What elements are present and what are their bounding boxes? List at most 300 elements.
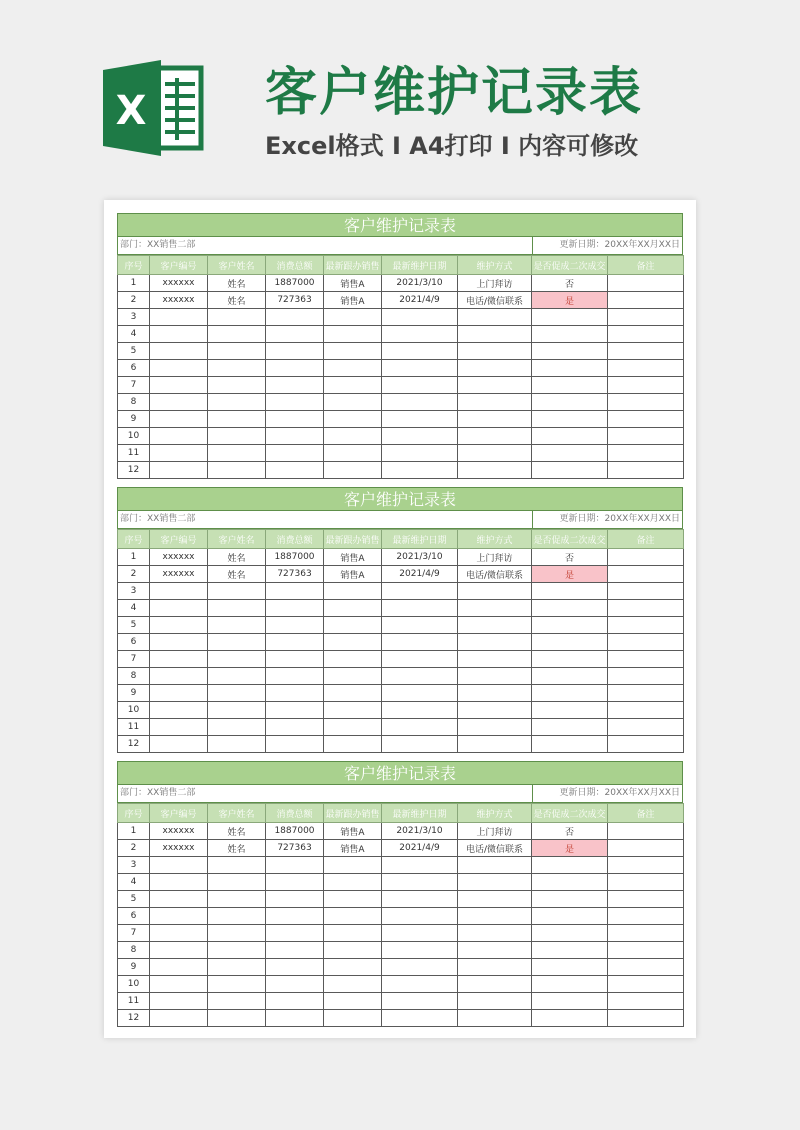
table-cell[interactable] <box>266 360 324 377</box>
table-cell[interactable] <box>382 891 458 908</box>
table-cell[interactable]: 3 <box>118 583 150 600</box>
table-cell[interactable] <box>208 360 266 377</box>
table-cell[interactable] <box>382 702 458 719</box>
table-cell[interactable] <box>532 462 608 479</box>
table-cell[interactable] <box>608 857 684 874</box>
table-cell[interactable] <box>382 668 458 685</box>
table-cell[interactable]: 是 <box>532 292 608 309</box>
table-cell[interactable]: 4 <box>118 326 150 343</box>
table-cell[interactable] <box>208 719 266 736</box>
table-cell[interactable] <box>458 874 532 891</box>
table-cell[interactable] <box>532 908 608 925</box>
table-cell[interactable] <box>458 993 532 1010</box>
table-cell[interactable]: 电话/微信联系 <box>458 840 532 857</box>
table-cell[interactable] <box>608 600 684 617</box>
table-cell[interactable] <box>266 428 324 445</box>
table-cell[interactable] <box>608 428 684 445</box>
table-cell[interactable] <box>608 343 684 360</box>
table-cell[interactable] <box>266 736 324 753</box>
table-cell[interactable] <box>532 857 608 874</box>
table-cell[interactable] <box>608 634 684 651</box>
table-cell[interactable] <box>324 1010 382 1027</box>
table-cell[interactable] <box>382 617 458 634</box>
table-cell[interactable] <box>324 309 382 326</box>
table-cell[interactable] <box>608 462 684 479</box>
table-cell[interactable] <box>382 445 458 462</box>
table-cell[interactable]: xxxxxx <box>150 823 208 840</box>
table-cell[interactable] <box>150 874 208 891</box>
table-cell[interactable]: 1 <box>118 823 150 840</box>
table-cell[interactable]: 销售A <box>324 566 382 583</box>
table-cell[interactable] <box>608 445 684 462</box>
table-cell[interactable] <box>150 394 208 411</box>
table-cell[interactable] <box>150 1010 208 1027</box>
table-cell[interactable] <box>150 326 208 343</box>
table-cell[interactable] <box>532 736 608 753</box>
table-cell[interactable] <box>458 326 532 343</box>
table-cell[interactable]: 7 <box>118 651 150 668</box>
table-cell[interactable] <box>458 428 532 445</box>
table-cell[interactable] <box>324 908 382 925</box>
table-cell[interactable] <box>266 651 324 668</box>
table-cell[interactable]: 9 <box>118 685 150 702</box>
table-cell[interactable] <box>324 651 382 668</box>
table-cell[interactable]: 12 <box>118 462 150 479</box>
table-cell[interactable] <box>208 428 266 445</box>
table-cell[interactable]: 1887000 <box>266 549 324 566</box>
table-cell[interactable] <box>208 908 266 925</box>
table-cell[interactable] <box>150 908 208 925</box>
table-cell[interactable] <box>208 736 266 753</box>
table-cell[interactable] <box>608 874 684 891</box>
table-cell[interactable] <box>208 326 266 343</box>
table-cell[interactable] <box>458 634 532 651</box>
table-cell[interactable]: 9 <box>118 411 150 428</box>
table-cell[interactable] <box>382 1010 458 1027</box>
table-cell[interactable] <box>150 942 208 959</box>
table-cell[interactable] <box>382 959 458 976</box>
table-cell[interactable]: 姓名 <box>208 566 266 583</box>
table-cell[interactable] <box>208 377 266 394</box>
table-cell[interactable]: xxxxxx <box>150 566 208 583</box>
table-cell[interactable] <box>458 668 532 685</box>
table-cell[interactable] <box>324 583 382 600</box>
table-cell[interactable] <box>150 976 208 993</box>
table-cell[interactable]: xxxxxx <box>150 840 208 857</box>
table-cell[interactable] <box>532 651 608 668</box>
table-cell[interactable] <box>382 634 458 651</box>
table-cell[interactable] <box>382 583 458 600</box>
table-cell[interactable] <box>608 891 684 908</box>
table-cell[interactable] <box>324 891 382 908</box>
table-cell[interactable] <box>208 411 266 428</box>
table-cell[interactable]: 销售A <box>324 275 382 292</box>
table-cell[interactable] <box>382 908 458 925</box>
table-cell[interactable] <box>382 462 458 479</box>
table-cell[interactable] <box>382 685 458 702</box>
table-cell[interactable] <box>208 702 266 719</box>
table-cell[interactable]: 是 <box>532 566 608 583</box>
table-cell[interactable] <box>382 857 458 874</box>
table-cell[interactable] <box>266 993 324 1010</box>
table-cell[interactable]: 11 <box>118 719 150 736</box>
table-cell[interactable]: 否 <box>532 823 608 840</box>
table-cell[interactable] <box>208 634 266 651</box>
table-cell[interactable] <box>266 857 324 874</box>
table-cell[interactable]: 11 <box>118 993 150 1010</box>
table-cell[interactable] <box>208 976 266 993</box>
table-cell[interactable] <box>150 702 208 719</box>
table-cell[interactable]: xxxxxx <box>150 549 208 566</box>
table-cell[interactable] <box>458 343 532 360</box>
table-cell[interactable] <box>150 993 208 1010</box>
table-cell[interactable] <box>382 360 458 377</box>
table-cell[interactable] <box>150 736 208 753</box>
table-cell[interactable] <box>382 343 458 360</box>
table-cell[interactable] <box>150 925 208 942</box>
table-cell[interactable] <box>532 343 608 360</box>
table-cell[interactable] <box>324 445 382 462</box>
table-cell[interactable] <box>266 942 324 959</box>
table-cell[interactable] <box>382 428 458 445</box>
table-cell[interactable] <box>266 600 324 617</box>
table-cell[interactable] <box>150 411 208 428</box>
table-cell[interactable] <box>208 617 266 634</box>
table-cell[interactable] <box>532 377 608 394</box>
table-cell[interactable] <box>150 428 208 445</box>
table-cell[interactable]: 2 <box>118 840 150 857</box>
table-cell[interactable] <box>608 549 684 566</box>
table-cell[interactable] <box>608 736 684 753</box>
table-cell[interactable]: 9 <box>118 959 150 976</box>
table-cell[interactable]: 2021/4/9 <box>382 292 458 309</box>
table-cell[interactable] <box>458 976 532 993</box>
table-cell[interactable] <box>608 959 684 976</box>
table-cell[interactable]: 销售A <box>324 823 382 840</box>
table-cell[interactable] <box>458 942 532 959</box>
table-cell[interactable]: 上门拜访 <box>458 549 532 566</box>
table-cell[interactable] <box>382 719 458 736</box>
table-cell[interactable] <box>382 736 458 753</box>
table-cell[interactable] <box>324 925 382 942</box>
table-cell[interactable] <box>208 445 266 462</box>
table-cell[interactable] <box>608 823 684 840</box>
table-cell[interactable] <box>458 462 532 479</box>
table-cell[interactable] <box>208 600 266 617</box>
table-cell[interactable] <box>608 840 684 857</box>
table-cell[interactable] <box>150 343 208 360</box>
table-cell[interactable]: 2021/4/9 <box>382 566 458 583</box>
table-cell[interactable]: 1887000 <box>266 275 324 292</box>
table-cell[interactable] <box>150 360 208 377</box>
table-cell[interactable] <box>208 668 266 685</box>
table-cell[interactable] <box>266 462 324 479</box>
table-cell[interactable]: 7 <box>118 925 150 942</box>
table-cell[interactable] <box>324 874 382 891</box>
table-cell[interactable] <box>324 634 382 651</box>
table-cell[interactable] <box>266 668 324 685</box>
table-cell[interactable] <box>382 993 458 1010</box>
table-cell[interactable]: 727363 <box>266 566 324 583</box>
table-cell[interactable]: 姓名 <box>208 840 266 857</box>
table-cell[interactable]: 2 <box>118 292 150 309</box>
table-cell[interactable] <box>608 377 684 394</box>
table-cell[interactable]: 否 <box>532 549 608 566</box>
table-cell[interactable]: 是 <box>532 840 608 857</box>
table-cell[interactable]: 销售A <box>324 840 382 857</box>
table-cell[interactable] <box>266 908 324 925</box>
table-cell[interactable] <box>266 959 324 976</box>
table-cell[interactable]: 10 <box>118 428 150 445</box>
table-cell[interactable] <box>608 908 684 925</box>
table-cell[interactable] <box>532 617 608 634</box>
table-cell[interactable] <box>382 651 458 668</box>
table-cell[interactable] <box>608 925 684 942</box>
table-cell[interactable] <box>150 891 208 908</box>
table-cell[interactable]: 电话/微信联系 <box>458 566 532 583</box>
table-cell[interactable] <box>608 617 684 634</box>
table-cell[interactable] <box>382 600 458 617</box>
table-cell[interactable] <box>608 651 684 668</box>
table-cell[interactable] <box>208 394 266 411</box>
table-cell[interactable]: 2 <box>118 566 150 583</box>
table-cell[interactable] <box>532 668 608 685</box>
table-cell[interactable] <box>532 394 608 411</box>
table-cell[interactable]: 销售A <box>324 549 382 566</box>
table-cell[interactable] <box>608 583 684 600</box>
table-cell[interactable] <box>608 1010 684 1027</box>
table-cell[interactable] <box>208 1010 266 1027</box>
table-cell[interactable]: 1 <box>118 549 150 566</box>
table-cell[interactable] <box>608 360 684 377</box>
table-cell[interactable] <box>608 309 684 326</box>
table-cell[interactable] <box>458 360 532 377</box>
table-cell[interactable]: 12 <box>118 736 150 753</box>
table-cell[interactable] <box>382 377 458 394</box>
table-cell[interactable] <box>382 411 458 428</box>
table-cell[interactable] <box>324 462 382 479</box>
table-cell[interactable] <box>532 411 608 428</box>
table-cell[interactable] <box>458 702 532 719</box>
table-cell[interactable]: 1887000 <box>266 823 324 840</box>
table-cell[interactable] <box>532 326 608 343</box>
table-cell[interactable]: 姓名 <box>208 823 266 840</box>
table-cell[interactable] <box>608 976 684 993</box>
table-cell[interactable] <box>458 617 532 634</box>
table-cell[interactable] <box>266 634 324 651</box>
table-cell[interactable] <box>324 428 382 445</box>
table-cell[interactable] <box>458 651 532 668</box>
table-cell[interactable]: 10 <box>118 702 150 719</box>
table-cell[interactable] <box>608 685 684 702</box>
table-cell[interactable] <box>324 685 382 702</box>
table-cell[interactable] <box>266 583 324 600</box>
table-cell[interactable] <box>608 566 684 583</box>
table-cell[interactable] <box>458 377 532 394</box>
table-cell[interactable]: xxxxxx <box>150 275 208 292</box>
table-cell[interactable] <box>266 925 324 942</box>
table-cell[interactable] <box>324 702 382 719</box>
table-cell[interactable] <box>266 891 324 908</box>
table-cell[interactable] <box>532 428 608 445</box>
table-cell[interactable] <box>324 976 382 993</box>
table-cell[interactable] <box>608 719 684 736</box>
table-cell[interactable] <box>532 1010 608 1027</box>
table-cell[interactable] <box>532 360 608 377</box>
table-cell[interactable] <box>266 445 324 462</box>
table-cell[interactable]: 电话/微信联系 <box>458 292 532 309</box>
table-cell[interactable]: 销售A <box>324 292 382 309</box>
table-cell[interactable] <box>608 993 684 1010</box>
table-cell[interactable] <box>532 702 608 719</box>
table-cell[interactable] <box>532 685 608 702</box>
table-cell[interactable] <box>382 925 458 942</box>
table-cell[interactable] <box>324 959 382 976</box>
table-cell[interactable]: 姓名 <box>208 292 266 309</box>
table-cell[interactable] <box>266 617 324 634</box>
table-cell[interactable] <box>458 600 532 617</box>
table-cell[interactable] <box>266 874 324 891</box>
table-cell[interactable] <box>324 719 382 736</box>
table-cell[interactable] <box>324 411 382 428</box>
table-cell[interactable] <box>208 583 266 600</box>
table-cell[interactable] <box>458 925 532 942</box>
table-cell[interactable]: 3 <box>118 857 150 874</box>
table-cell[interactable]: 1 <box>118 275 150 292</box>
table-cell[interactable] <box>458 891 532 908</box>
table-cell[interactable] <box>458 411 532 428</box>
table-cell[interactable] <box>266 309 324 326</box>
table-cell[interactable] <box>266 326 324 343</box>
table-cell[interactable]: 2021/3/10 <box>382 823 458 840</box>
table-cell[interactable] <box>266 1010 324 1027</box>
table-cell[interactable] <box>532 993 608 1010</box>
table-cell[interactable] <box>608 275 684 292</box>
table-cell[interactable] <box>608 292 684 309</box>
table-cell[interactable]: 12 <box>118 1010 150 1027</box>
table-cell[interactable]: 5 <box>118 343 150 360</box>
table-cell[interactable] <box>324 360 382 377</box>
table-cell[interactable]: xxxxxx <box>150 292 208 309</box>
table-cell[interactable] <box>382 326 458 343</box>
table-cell[interactable] <box>382 874 458 891</box>
table-cell[interactable]: 4 <box>118 874 150 891</box>
table-cell[interactable] <box>532 309 608 326</box>
table-cell[interactable] <box>382 976 458 993</box>
table-cell[interactable] <box>150 857 208 874</box>
table-cell[interactable]: 2021/3/10 <box>382 549 458 566</box>
table-cell[interactable] <box>532 719 608 736</box>
table-cell[interactable] <box>458 959 532 976</box>
table-cell[interactable]: 727363 <box>266 292 324 309</box>
table-cell[interactable] <box>324 377 382 394</box>
table-cell[interactable] <box>608 394 684 411</box>
table-cell[interactable] <box>208 343 266 360</box>
table-cell[interactable] <box>208 651 266 668</box>
table-cell[interactable] <box>458 1010 532 1027</box>
table-cell[interactable] <box>608 326 684 343</box>
table-cell[interactable] <box>458 445 532 462</box>
table-cell[interactable] <box>608 942 684 959</box>
table-cell[interactable] <box>150 583 208 600</box>
table-cell[interactable]: 11 <box>118 445 150 462</box>
table-cell[interactable] <box>208 874 266 891</box>
table-cell[interactable] <box>458 857 532 874</box>
table-cell[interactable] <box>324 394 382 411</box>
table-cell[interactable] <box>324 600 382 617</box>
table-cell[interactable]: 5 <box>118 891 150 908</box>
table-cell[interactable] <box>608 668 684 685</box>
table-cell[interactable] <box>458 736 532 753</box>
table-cell[interactable] <box>150 309 208 326</box>
table-cell[interactable] <box>150 719 208 736</box>
table-cell[interactable] <box>324 942 382 959</box>
table-cell[interactable]: 2021/4/9 <box>382 840 458 857</box>
table-cell[interactable] <box>324 343 382 360</box>
table-cell[interactable]: 3 <box>118 309 150 326</box>
table-cell[interactable] <box>208 925 266 942</box>
table-cell[interactable] <box>208 959 266 976</box>
table-cell[interactable] <box>458 583 532 600</box>
table-cell[interactable] <box>324 993 382 1010</box>
table-cell[interactable]: 姓名 <box>208 549 266 566</box>
table-cell[interactable] <box>266 343 324 360</box>
table-cell[interactable] <box>208 309 266 326</box>
table-cell[interactable] <box>324 326 382 343</box>
table-cell[interactable] <box>608 411 684 428</box>
table-cell[interactable] <box>382 309 458 326</box>
table-cell[interactable] <box>458 309 532 326</box>
table-cell[interactable] <box>150 668 208 685</box>
table-cell[interactable]: 4 <box>118 600 150 617</box>
table-cell[interactable] <box>150 685 208 702</box>
table-cell[interactable]: 6 <box>118 634 150 651</box>
table-cell[interactable] <box>324 617 382 634</box>
table-cell[interactable]: 8 <box>118 668 150 685</box>
table-cell[interactable] <box>150 462 208 479</box>
table-cell[interactable] <box>266 394 324 411</box>
table-cell[interactable]: 10 <box>118 976 150 993</box>
table-cell[interactable] <box>382 394 458 411</box>
table-cell[interactable] <box>266 702 324 719</box>
table-cell[interactable] <box>382 942 458 959</box>
table-cell[interactable] <box>532 583 608 600</box>
table-cell[interactable] <box>150 617 208 634</box>
table-cell[interactable]: 否 <box>532 275 608 292</box>
table-cell[interactable] <box>458 394 532 411</box>
table-cell[interactable] <box>208 857 266 874</box>
table-cell[interactable] <box>532 634 608 651</box>
table-cell[interactable] <box>458 685 532 702</box>
table-cell[interactable]: 上门拜访 <box>458 823 532 840</box>
table-cell[interactable] <box>266 411 324 428</box>
table-cell[interactable] <box>150 651 208 668</box>
table-cell[interactable] <box>324 857 382 874</box>
table-cell[interactable]: 8 <box>118 942 150 959</box>
table-cell[interactable]: 上门拜访 <box>458 275 532 292</box>
table-cell[interactable] <box>266 685 324 702</box>
table-cell[interactable]: 5 <box>118 617 150 634</box>
table-cell[interactable] <box>266 377 324 394</box>
table-cell[interactable]: 727363 <box>266 840 324 857</box>
table-cell[interactable] <box>324 736 382 753</box>
table-cell[interactable] <box>324 668 382 685</box>
table-cell[interactable] <box>532 445 608 462</box>
table-cell[interactable] <box>150 600 208 617</box>
table-cell[interactable] <box>532 600 608 617</box>
table-cell[interactable] <box>266 719 324 736</box>
table-cell[interactable] <box>458 908 532 925</box>
